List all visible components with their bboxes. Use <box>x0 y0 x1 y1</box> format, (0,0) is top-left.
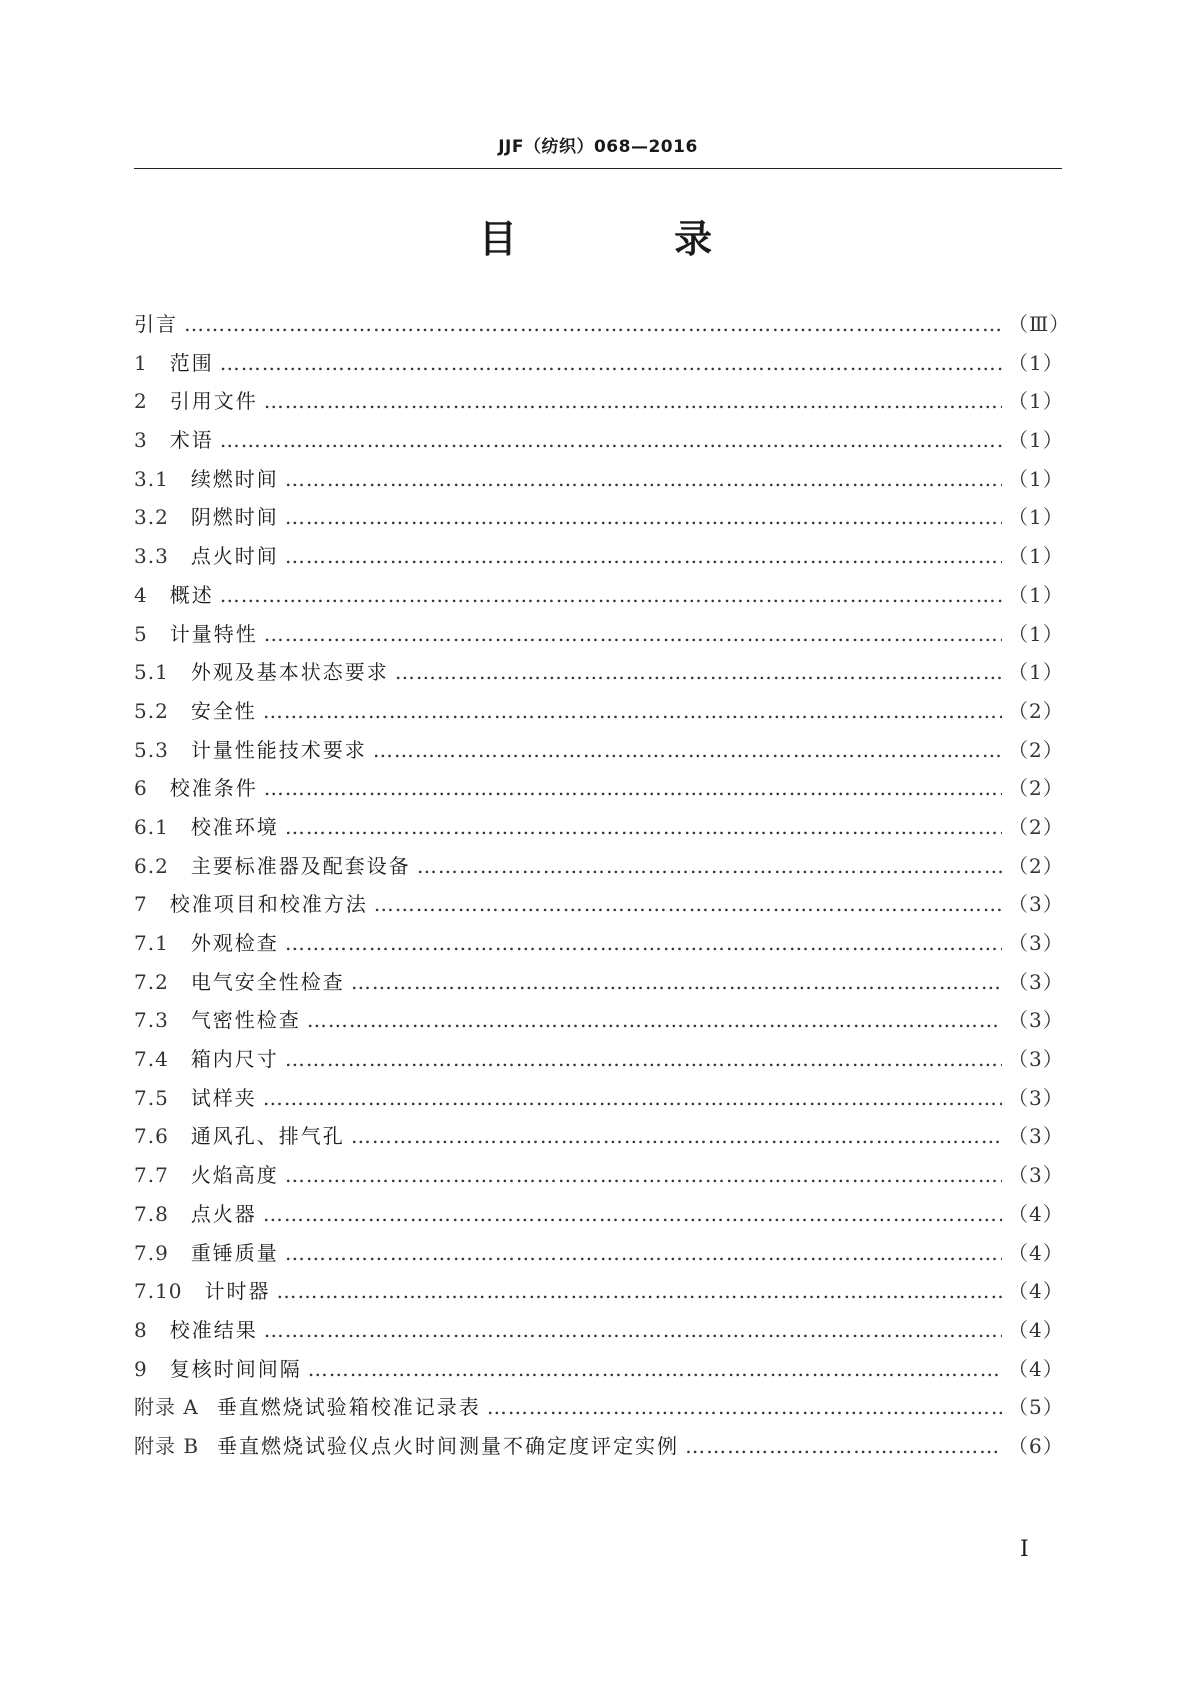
toc-entry-page: （5） <box>1008 1395 1064 1420</box>
toc-entry-page: （2） <box>1008 853 1064 878</box>
toc-entry-number: 8 <box>134 1317 148 1342</box>
toc-entry[interactable] <box>134 1272 1062 1311</box>
toc-entry[interactable] <box>134 769 1062 808</box>
toc-entry-page: （3） <box>1008 1124 1064 1149</box>
toc-entry-number: 7.5 <box>134 1085 169 1110</box>
toc-entry-label: 续燃时间 <box>190 466 279 491</box>
toc-entry-page: （1） <box>1008 621 1064 646</box>
toc-entry[interactable] <box>134 421 1062 460</box>
toc-entry-label: 校准条件 <box>169 776 258 801</box>
toc-entry-page: （2） <box>1008 698 1064 723</box>
toc-dot-leader <box>307 1001 1002 1040</box>
toc-entry-label: 计量特性 <box>169 621 258 646</box>
toc-entry-page: （1） <box>1008 582 1064 607</box>
toc-entry[interactable] <box>134 653 1062 692</box>
toc-entry-label: 术语 <box>169 428 214 453</box>
toc-entry[interactable] <box>134 1388 1062 1427</box>
toc-entry[interactable] <box>134 1427 1062 1466</box>
toc-entry-label: 校准项目和校准方法 <box>169 892 368 917</box>
toc-entry-number: 7.10 <box>134 1279 183 1304</box>
toc-entry-number: 3.1 <box>134 466 169 491</box>
toc-entry-label: 计时器 <box>204 1279 271 1304</box>
toc-entry-number: 7.1 <box>134 931 169 955</box>
toc-entry[interactable] <box>134 305 1071 344</box>
toc-entry-label: 通风孔、排气孔 <box>190 1124 345 1149</box>
toc-entry-number: 7.4 <box>134 1047 169 1072</box>
toc-entry-number: 2 <box>134 389 148 414</box>
toc-entry[interactable] <box>134 460 1062 499</box>
toc-entry-page: （4） <box>1008 1317 1064 1342</box>
toc-dot-leader <box>285 1156 1002 1195</box>
toc-dot-leader <box>263 1195 1002 1234</box>
toc-entry[interactable] <box>134 498 1062 537</box>
toc-dot-leader <box>263 1079 1002 1118</box>
toc-entry-page: （1） <box>1008 466 1064 491</box>
toc-entry-page: （3） <box>1008 1047 1064 1072</box>
page-title: 目 录 <box>478 217 785 261</box>
toc-entry-number: 3 <box>134 428 148 453</box>
toc-entry-number: 附录 A <box>134 1395 199 1420</box>
toc-dot-leader <box>417 847 1002 886</box>
toc-entry[interactable] <box>134 1350 1062 1389</box>
toc-dot-leader <box>263 692 1002 731</box>
toc-entry-number: 7.9 <box>134 1240 169 1265</box>
toc-entry-page: （3） <box>1008 1008 1064 1033</box>
toc-entry-number: 7 <box>134 892 148 917</box>
toc-entry-label: 重锤质量 <box>190 1240 279 1265</box>
toc-entry[interactable] <box>134 885 1062 924</box>
toc-entry[interactable] <box>134 344 1062 383</box>
toc-entry-number: 3.2 <box>134 505 169 530</box>
toc-entry-label: 试样夹 <box>190 1085 257 1110</box>
toc-entry-page: （6） <box>1008 1433 1064 1458</box>
toc-dot-leader <box>285 924 1002 963</box>
toc-entry-label: 引言 <box>134 312 178 336</box>
toc-dot-leader <box>373 731 1002 770</box>
header-divider <box>134 168 1062 169</box>
toc-dot-leader <box>220 576 1002 615</box>
toc-entry[interactable] <box>134 537 1062 576</box>
toc-entry-label: 火焰高度 <box>190 1163 279 1188</box>
toc-entry-label: 计量性能技术要求 <box>190 737 367 762</box>
toc-entry[interactable] <box>134 1156 1062 1195</box>
toc-dot-leader <box>308 1350 1002 1389</box>
toc-entry[interactable] <box>134 1195 1062 1234</box>
toc-entry-page: （1） <box>1008 505 1064 530</box>
toc-entry-label: 箱内尺寸 <box>190 1047 279 1072</box>
toc-entry-number: 7.2 <box>134 969 169 994</box>
running-header: JJF（纺织）068—2016 <box>498 137 698 157</box>
toc-entry[interactable] <box>134 615 1062 654</box>
toc-dot-leader <box>685 1427 1002 1466</box>
toc-entry-label: 电气安全性检查 <box>190 969 345 994</box>
page-number: Ⅰ <box>1020 1537 1029 1562</box>
toc-entry-label: 外观检查 <box>190 931 279 955</box>
toc-entry-page: （1） <box>1008 350 1064 375</box>
toc-entry-label: 安全性 <box>190 698 257 723</box>
toc-entry-label: 范围 <box>169 350 214 375</box>
toc-entry-page: （1） <box>1008 544 1064 569</box>
toc-entry[interactable] <box>134 1001 1062 1040</box>
toc-dot-leader <box>264 615 1002 654</box>
toc-entry-number: 4 <box>134 582 148 607</box>
toc-entry-label: 复核时间间隔 <box>169 1356 302 1381</box>
toc-dot-leader <box>285 808 1002 847</box>
toc-entry-label: 垂直燃烧试验箱校准记录表 <box>216 1395 481 1420</box>
toc-entry-number: 1 <box>134 350 148 375</box>
toc-dot-leader <box>220 344 1002 383</box>
toc-entry-number: 5.1 <box>134 660 169 685</box>
toc-entry[interactable] <box>134 808 1062 847</box>
toc-dot-leader <box>351 1117 1002 1156</box>
toc-dot-leader <box>285 537 1002 576</box>
toc-entry[interactable] <box>134 924 1062 963</box>
toc-entry-number: 3.3 <box>134 544 169 569</box>
toc-dot-leader <box>264 382 1002 421</box>
toc-dot-leader <box>285 1040 1002 1079</box>
toc-entry-number: 7.3 <box>134 1008 169 1033</box>
toc-entry-number: 5 <box>134 621 148 646</box>
toc-entry-page: （4） <box>1008 1201 1064 1226</box>
toc-entry-page: （2） <box>1008 776 1064 801</box>
toc-entry-page: （4） <box>1008 1279 1064 1304</box>
toc-entry-label: 主要标准器及配套设备 <box>190 853 411 878</box>
toc-entry-page: （4） <box>1008 1240 1064 1265</box>
toc-entry-number: 7.6 <box>134 1124 169 1149</box>
toc-entry-page: （1） <box>1008 389 1064 414</box>
toc-entry[interactable] <box>134 1311 1062 1350</box>
toc-entry-page: （3） <box>1008 1163 1064 1188</box>
toc-entry-label: 校准环境 <box>190 814 279 839</box>
toc-entry-label: 阴燃时间 <box>190 505 279 530</box>
toc-entry-label: 校准结果 <box>169 1317 258 1342</box>
toc-entry-number: 6 <box>134 776 148 801</box>
toc-dot-leader <box>220 421 1002 460</box>
toc-entry-page: （Ⅲ） <box>1008 312 1071 336</box>
toc-dot-leader <box>351 963 1002 1002</box>
toc-entry-label: 点火器 <box>190 1201 257 1226</box>
toc-entry[interactable] <box>134 963 1062 1002</box>
toc-entry-label: 垂直燃烧试验仪点火时间测量不确定度评定实例 <box>217 1433 680 1458</box>
toc-entry-number: 7.7 <box>134 1163 169 1188</box>
toc-entry-number: 7.8 <box>134 1201 169 1226</box>
toc-entry-number: 5.2 <box>134 698 169 723</box>
toc-entry-label: 气密性检查 <box>190 1008 301 1033</box>
toc-entry-page: （3） <box>1008 1085 1064 1110</box>
toc-entry-label: 外观及基本状态要求 <box>190 660 389 685</box>
toc-dot-leader <box>285 460 1002 499</box>
toc-entry-number: 6.1 <box>134 814 169 839</box>
table-of-contents <box>134 305 1071 1466</box>
toc-dot-leader <box>374 885 1002 924</box>
toc-entry-page: （2） <box>1008 737 1064 762</box>
toc-entry[interactable] <box>134 731 1062 770</box>
toc-entry[interactable] <box>134 576 1062 615</box>
toc-entry-page: （3） <box>1008 969 1064 994</box>
toc-entry[interactable] <box>134 692 1062 731</box>
toc-entry-number: 附录 B <box>134 1433 200 1458</box>
toc-entry[interactable] <box>134 1079 1062 1118</box>
toc-entry-page: （1） <box>1008 660 1064 685</box>
toc-entry-number: 5.3 <box>134 737 169 762</box>
toc-dot-leader <box>184 305 1002 344</box>
toc-entry-page: （3） <box>1008 892 1064 917</box>
toc-dot-leader <box>277 1272 1002 1311</box>
toc-entry[interactable] <box>134 1040 1062 1079</box>
toc-entry-number: 9 <box>134 1356 148 1381</box>
toc-dot-leader <box>285 1234 1002 1273</box>
toc-entry[interactable] <box>134 847 1062 886</box>
toc-dot-leader <box>395 653 1002 692</box>
toc-entry-page: （1） <box>1008 428 1064 453</box>
toc-entry-label: 点火时间 <box>190 544 279 569</box>
toc-entry-label: 引用文件 <box>169 389 258 414</box>
toc-dot-leader <box>264 769 1002 808</box>
toc-entry-label: 概述 <box>169 582 214 607</box>
toc-dot-leader <box>264 1311 1002 1350</box>
toc-entry-page: （4） <box>1008 1356 1064 1381</box>
toc-dot-leader <box>487 1388 1002 1427</box>
toc-entry[interactable] <box>134 1117 1062 1156</box>
toc-dot-leader <box>285 498 1002 537</box>
toc-entry[interactable] <box>134 382 1062 421</box>
toc-entry-page: （3） <box>1008 931 1064 955</box>
toc-entry-number: 6.2 <box>134 853 169 878</box>
toc-entry[interactable] <box>134 1234 1062 1273</box>
toc-entry-page: （2） <box>1008 814 1064 839</box>
